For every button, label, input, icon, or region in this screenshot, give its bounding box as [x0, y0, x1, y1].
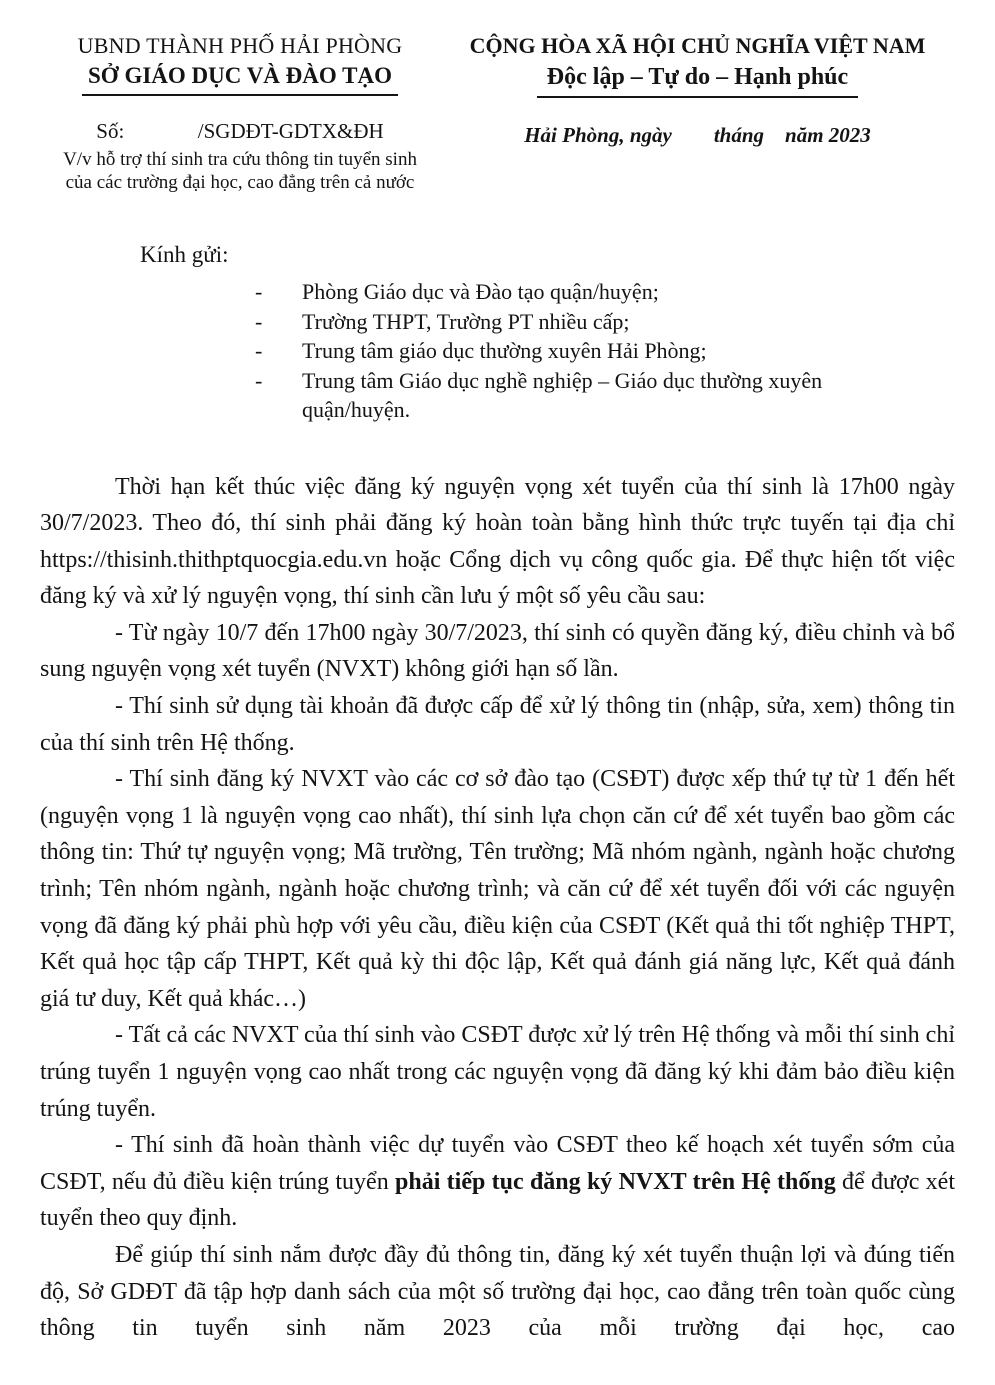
recipient-text: Trung tâm Giáo dục nghề nghiệp – Giáo dục thường xuyên quận/huyện. [302, 367, 823, 422]
national-motto-line-2 [440, 62, 955, 98]
paragraph-support-info: Để giúp thí sinh nắm được đầy đủ thông tin, đăng ký xét tuyển thuận lợi và đúng tiến độ, Sở GDĐT đã tập hợp danh sách của một số trường đại học, cao đẳng trên toàn quốc cùng thông tin tuyển sinh năm 2023 của mỗi trường đại học, cao [40, 1241, 955, 1342]
place-date-line: Hải Phòng, ngày tháng năm 2023 [524, 123, 871, 147]
recipient-item [255, 307, 955, 337]
recipient-item [255, 366, 955, 425]
document-body [40, 469, 955, 1347]
recipients-list [255, 277, 955, 425]
recipient-text: Phòng Giáo dục và Đào tạo quận/huyện; [302, 279, 659, 304]
issuing-authority-block [40, 32, 440, 194]
paragraph-single-admission: - Tất cả các NVXT của thí sinh vào CSĐT được xử lý trên Hệ thống và mỗi thí sinh chỉ trúng tuyển 1 nguyện vọng cao nhất trong các nguyện vọng đã đăng ký khi đảm bảo điều kiện trúng tuyển. [40, 1022, 955, 1122]
recipient-dash: - [255, 279, 263, 304]
document-subject [40, 148, 440, 194]
recipient-item [255, 336, 955, 366]
recipient-item [255, 277, 955, 307]
recipient-dash: - [255, 338, 263, 363]
salutation-block [40, 240, 955, 425]
salutation-label: Kính gửi: [140, 242, 229, 267]
paragraph-early-admission [40, 1127, 955, 1237]
paragraph-registration-window: - Từ ngày 10/7 đến 17h00 ngày 30/7/2023, thí sinh có quyền đăng ký, điều chỉnh và bổ sung nguyện vọng xét tuyển (NVXT) không giới hạn số lần. [40, 619, 955, 683]
recipient-text: Trung tâm giáo dục thường xuyên Hải Phòng; [302, 338, 707, 363]
paragraph-account-usage: - Thí sinh sử dụng tài khoản đã được cấp để xử lý thông tin (nhập, sửa, xem) thông tin của thí sinh trên Hệ thống. [40, 693, 955, 756]
document-header [40, 32, 955, 194]
recipient-text: Trường THPT, Trường PT nhiều cấp; [302, 308, 630, 334]
early-admission-text-before: - Thí sinh đã hoàn thành việc dự tuyển vào CSĐT theo kế hoạch xét tuyển sớm của CSĐT, nếu đủ điều kiện trúng tuyển [40, 1132, 955, 1195]
org-name-text: SỞ GIÁO DỤC VÀ ĐÀO TẠO [82, 61, 398, 96]
early-admission-text-after: để được xét tuyển theo quy định. [40, 1168, 955, 1232]
parent-org-name: UBND THÀNH PHỐ HẢI PHÒNG [77, 33, 403, 58]
recipient-dash: - [255, 308, 263, 334]
early-admission-bold-text: phải tiếp tục đăng ký NVXT trên Hệ thống [395, 1168, 836, 1195]
paragraph-nvxt-ordering: - Thí sinh đăng ký NVXT vào các cơ sở đào tạo (CSĐT) được xếp thứ tự từ 1 đến hết (nguyện vọng 1 là nguyện vọng cao nhất), thí sinh lựa chọn căn cứ để xét tuyển bao gồm các thông tin: Thứ tự nguyện vọng; Mã trường, Tên trường; Mã nhóm ngành, ngành hoặc chương trình; Tên nhóm ngành, ngành hoặc chương trình; và căn cứ để xét tuyển đối với các nguyện vọng đã đăng ký phải phù hợp với yêu cầu, điều kiện của CSĐT (Kết quả thi tốt nghiệp THPT, Kết quả học tập cấp THPT, Kết quả kỳ thi độc lập, Kết quả đánh giá năng lực, Kết quả đánh giá tư duy, Kết quả khác…) [40, 766, 955, 1012]
paragraph-deadline: Thời hạn kết thúc việc đăng ký nguyện vọng xét tuyển của thí sinh là 17h00 ngày 30/7/2023. Theo đó, thí sinh phải đăng ký hoàn toàn bằng hình thức trực tuyến tại địa chỉ https://thisinh.thithptquocgia.edu.vn hoặc Cổng dịch vụ công quốc gia. Để thực hiện tốt việc đăng ký và xử lý nguyện vọng, thí sinh cần lưu ý một số yêu cầu sau: [40, 473, 955, 610]
national-motto-line-2-text: Độc lập – Tự do – Hạnh phúc [537, 62, 858, 98]
national-motto-line-1: CỘNG HÒA XÃ HỘI CHỦ NGHĨA VIỆT NAM [469, 33, 926, 58]
subject-line-1: V/v hỗ trợ thí sinh tra cứu thông tin tuyển sinh [63, 149, 417, 170]
national-motto-block [440, 32, 955, 149]
subject-line-2: của các trường đại học, cao đẳng trên cả nước [65, 172, 415, 193]
document-number: Số: /SGDĐT-GDTX&ĐH [96, 119, 384, 143]
recipient-dash: - [255, 367, 263, 393]
org-name [40, 61, 440, 96]
